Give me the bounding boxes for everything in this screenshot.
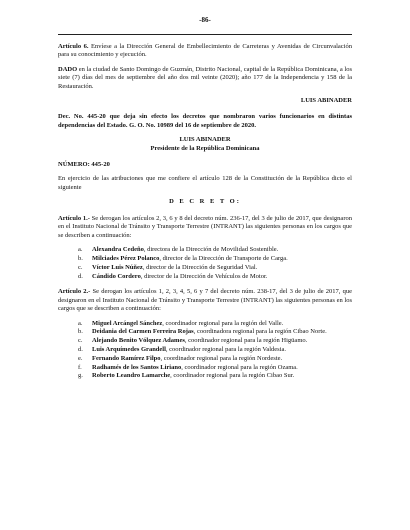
list-item: f. Radhamés de los Santos Liriano, coordinador regional para la región Ozama. xyxy=(78,363,298,371)
article-6-label: Artículo 6. xyxy=(58,43,89,50)
preamble: En ejercicio de las atribuciones que me confiere el artículo 128 de la Constitución de la República dicto el siguiente xyxy=(58,175,352,191)
list-item: d. Cándido Cordero, director de la Dirección de Vehículos de Motor. xyxy=(78,272,268,280)
list-item: c. Víctor Luis Núñez, director de la Dirección de Seguridad Vial. xyxy=(78,263,258,271)
header-rule xyxy=(58,34,352,35)
list-item: e. Fernando Ramírez Filpo, coordinador regional para la región Nordeste. xyxy=(78,354,283,362)
dado-label: DADO xyxy=(58,65,78,73)
list-item: g. Roberto Leandro Lamarche, coordinador regional para la región Cibao Sur. xyxy=(78,372,295,380)
article-2-list xyxy=(58,320,352,381)
article-1-label: Artículo 1.- xyxy=(58,214,90,222)
article-1-text: Se derogan los artículos 2, 3, 6 y 8 del decreto núm. 236-17, del 3 de julio de 2017, que designaron en el Instituto Nacional de Tránsito y Transporte Terrestre (INTRANT) las siguientes personas en los cargos que se describen a continuación: xyxy=(58,214,352,239)
article-1-paragraph xyxy=(58,215,352,240)
signature: LUIS ABINADER xyxy=(300,97,352,105)
article-1-list xyxy=(58,246,352,281)
decree-number: NÚMERO: 445-20 xyxy=(58,161,110,169)
president-role: Presidente de la República Dominicana xyxy=(150,144,260,152)
list-item: a. Miguel Arcángel Sánchez, coordinador regional para la región del Valle. xyxy=(78,319,284,327)
article-6-paragraph xyxy=(58,43,352,60)
list-item: a. Alexandra Cedeño, directora de la Dirección de Movilidad Sostenible. xyxy=(78,245,279,253)
article-2-paragraph xyxy=(58,288,352,313)
article-6-text: Envíese a la Dirección General de Embellecimiento de Carreteras y Avenidas de Circunvalación para su conocimiento y ejecución. xyxy=(58,43,352,59)
article-2-text: Se derogan los artículos 1, 2, 3, 4, 5, 6 y 7 del decreto núm. 238-17, del 3 de julio de 2017, que designaron en el Instituto Nacional de Tránsito y Transporte Terrestre (INTRANT) las siguientes personas en los cargos que se describen a continuación: xyxy=(58,288,352,313)
dado-paragraph xyxy=(58,66,352,91)
decree-title: Dec. No. 445-20 que deja sin efecto los decretos que nombraron varios funcionarios en distintas dependencias del Estado. G. O. No. 10989 del 16 de septiembre de 2020. xyxy=(58,113,352,129)
list-item: b. Milciades Pérez Polanco, director de la Dirección de Transporte de Carga. xyxy=(78,254,288,262)
list-item: b. Deidania del Carmen Ferreira Rojas, coordinadora regional para la región Cibao Norte. xyxy=(78,328,327,336)
dado-text: en la ciudad de Santo Domingo de Guzmán, Distrito Nacional, capital de la República Dominicana, a los siete (7) días del mes de septiembre del año dos mil veinte (2020); año 177 de la Independencia y 158 de la Restauración. xyxy=(58,65,352,90)
president-name: LUIS ABINADER xyxy=(179,136,231,144)
list-item: d. Luis Arquímedes Grandell, coordinador regional para la región Valdesia. xyxy=(78,345,287,353)
article-2-label: Artículo 2.- xyxy=(58,288,91,296)
list-item: c. Alejando Benito Vólquez Adames, coordinador regional para la región Higüamo. xyxy=(78,337,308,345)
page-number: -86- xyxy=(199,16,211,24)
decreto-heading: D E C R E T O: xyxy=(169,198,241,206)
